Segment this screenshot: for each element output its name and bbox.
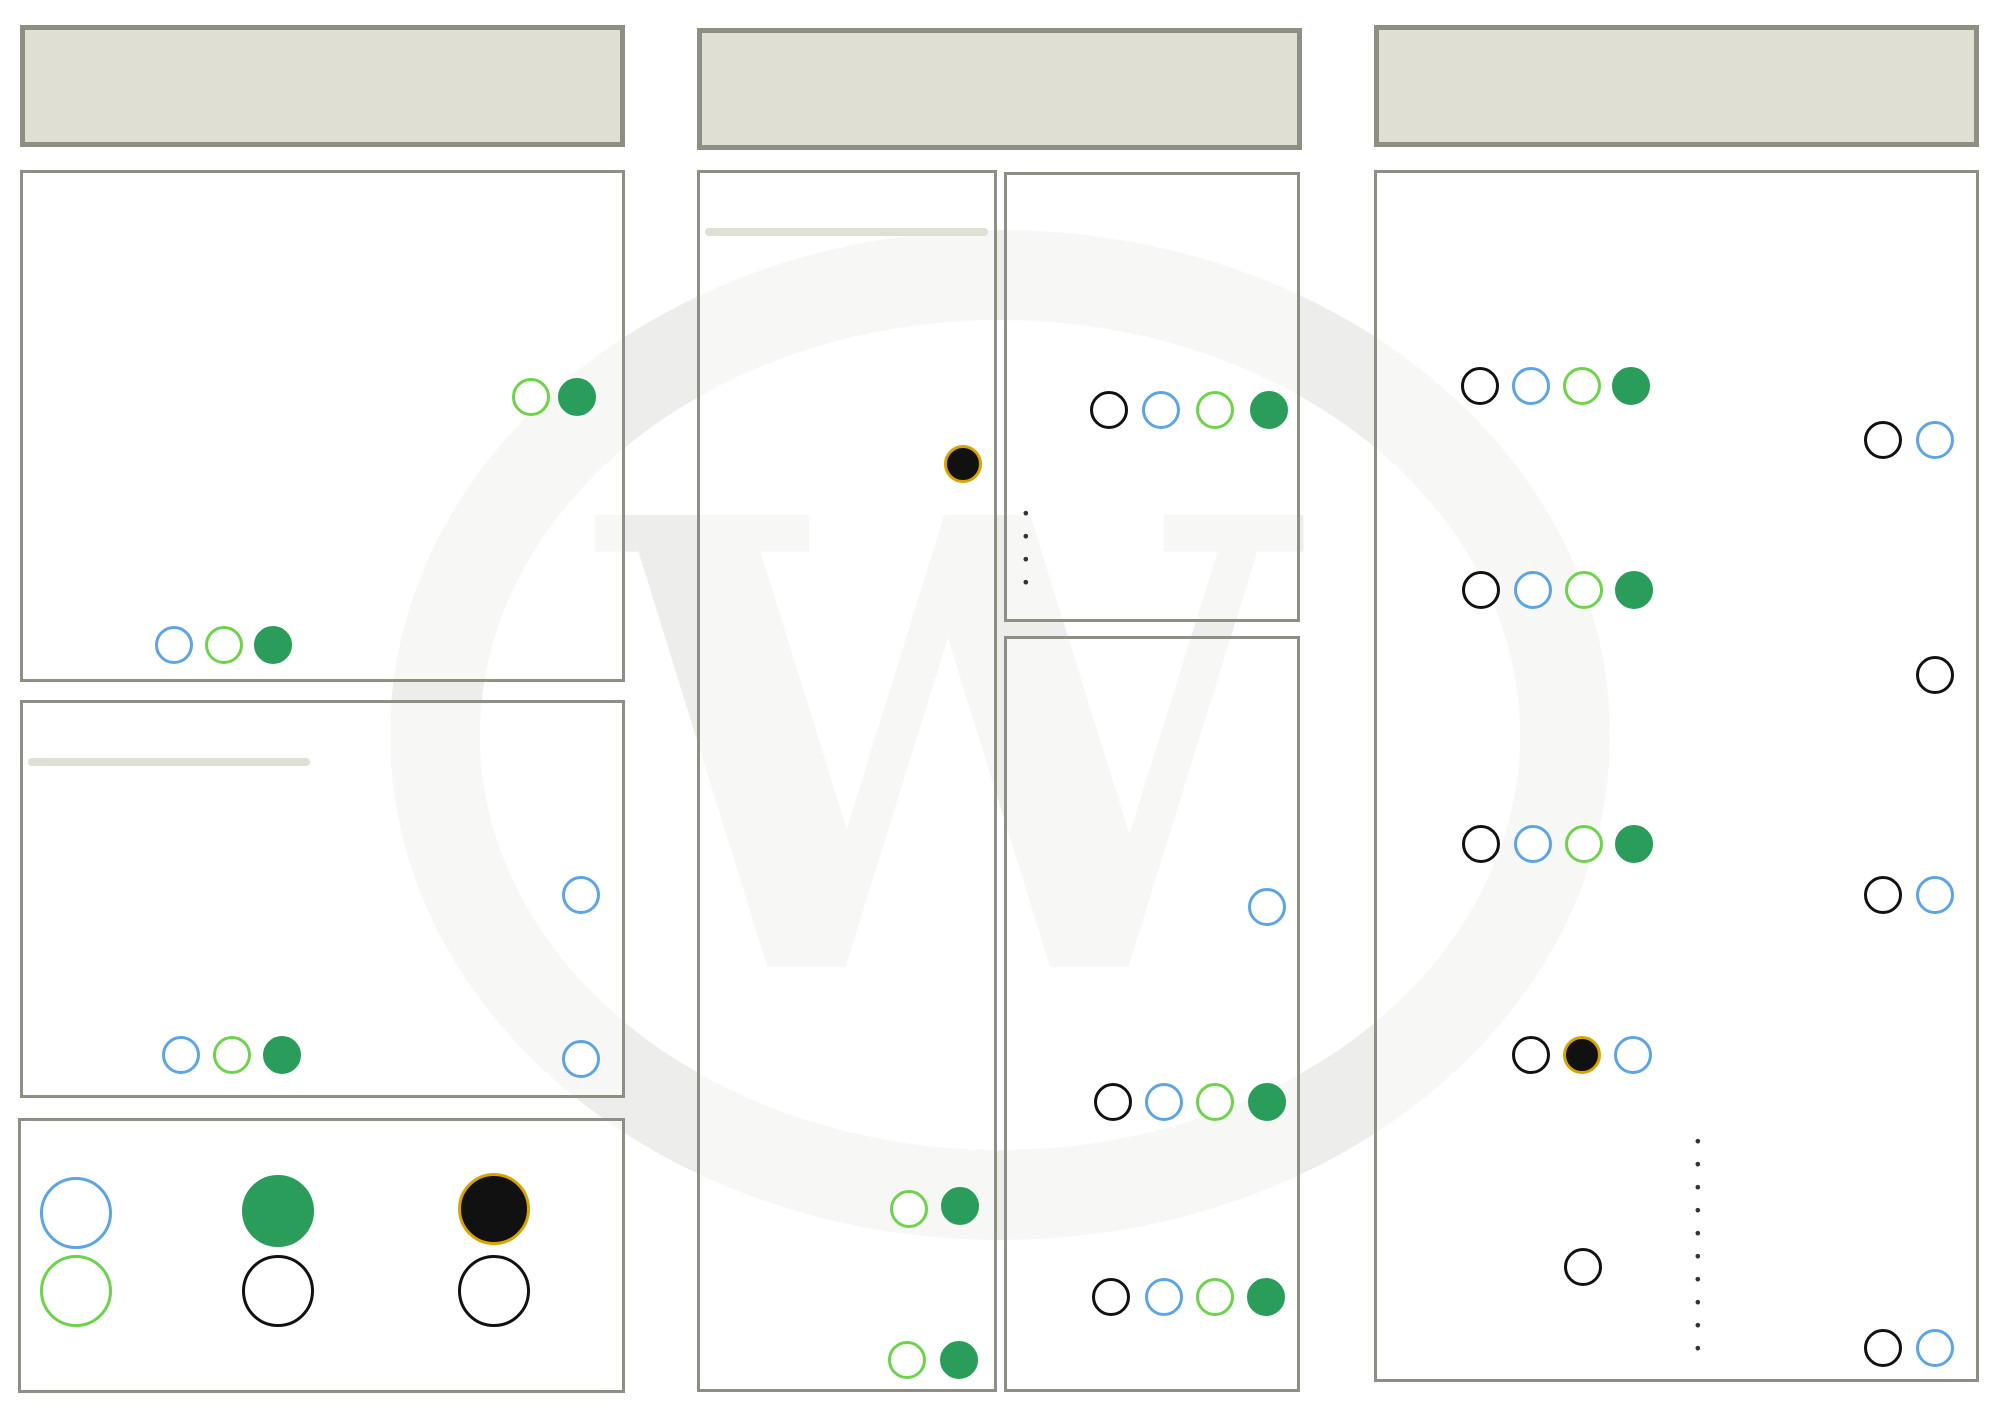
gluten-free-icon [1092,1278,1130,1316]
vegetarian-icon [940,1341,978,1379]
vegetarian-icon [1615,571,1653,609]
gluten-free-icon [1512,1036,1550,1074]
halal-icon [1563,1036,1601,1074]
vegetarian-icon [263,1036,301,1074]
gluten-free-icon [1916,656,1954,694]
topping-item [1693,1268,1893,1291]
dairy-free-icon [1145,1083,1183,1121]
dairy-free-icon [1512,367,1550,405]
header-center [697,28,1302,150]
dairy-free-icon [1248,888,1286,926]
gluten-free-icon [1564,1248,1602,1286]
gluten-free-icon [1462,825,1500,863]
gluten-free-icon [242,1255,314,1327]
topping-item [1693,1222,1893,1245]
dairy-free-icon [1916,421,1954,459]
gluten-free-icon [1461,367,1499,405]
halal-icon [458,1173,530,1245]
vegetarian-icon [1247,1278,1285,1316]
gluten-free-icon [1864,876,1902,914]
dairy-free-icon [562,876,600,914]
topping-item [1693,1130,1893,1153]
topping-item [1693,1291,1893,1314]
vegan-icon [1196,391,1234,429]
vegan-icon [1565,571,1603,609]
dairy-free-icon [1614,1036,1652,1074]
topping-item [1693,1314,1893,1337]
halal-icon [944,445,982,483]
vegetarian-icon [558,378,596,416]
vegan-icon [890,1190,928,1228]
vegan-icon [1196,1083,1234,1121]
vegan-icon [1196,1278,1234,1316]
vegetarian-icon [1250,391,1288,429]
filling-item [1021,525,1291,548]
fillings-list [1021,502,1291,594]
dairy-free-icon [1142,391,1180,429]
chip-shop-section [1004,636,1300,1392]
filling-item [1021,571,1291,594]
vegan-icon [1563,367,1601,405]
sandwich-note [28,758,310,766]
vegan-icon [888,1341,926,1379]
dietary-key-section [18,1118,625,1393]
light-bites-section [20,170,625,682]
vegan-icon [512,378,550,416]
vegan-icon [213,1036,251,1074]
gluten-free-icon [1094,1083,1132,1121]
topping-item [1693,1337,1893,1360]
topping-item [1693,1176,1893,1199]
vegan-icon [40,1255,112,1327]
vegetarian-icon [1615,825,1653,863]
vegetarian-icon [1248,1083,1286,1121]
filling-item [1021,548,1291,571]
dairy-free-icon [155,626,193,664]
dairy-free-icon [162,1036,200,1074]
header-right [1374,25,1979,147]
dairy-free-icon [1916,1329,1954,1367]
vegetarian-icon [254,626,292,664]
dairy-free-icon [1145,1278,1183,1316]
vegetarian-icon [242,1175,314,1247]
decaf-icon [458,1255,530,1327]
toppings-list [1693,1130,1893,1360]
gluten-free-icon [1864,1329,1902,1367]
vegan-icon [205,626,243,664]
gluten-free-icon [1864,421,1902,459]
topping-item [1693,1153,1893,1176]
vegetarian-icon [941,1187,979,1225]
dairy-free-icon [1916,876,1954,914]
topping-item [1693,1245,1893,1268]
gluten-free-icon [1462,571,1500,609]
dairy-free-icon [1514,825,1552,863]
header-left [20,25,625,147]
dairy-free-icon [1514,571,1552,609]
dairy-free-icon [40,1177,112,1249]
vegan-icon [1565,825,1603,863]
gluten-free-icon [1090,391,1128,429]
vegetarian-icon [1612,367,1650,405]
topping-item [1693,1199,1893,1222]
dairy-free-icon [562,1040,600,1078]
filling-item [1021,502,1291,525]
panini-note [705,228,988,236]
